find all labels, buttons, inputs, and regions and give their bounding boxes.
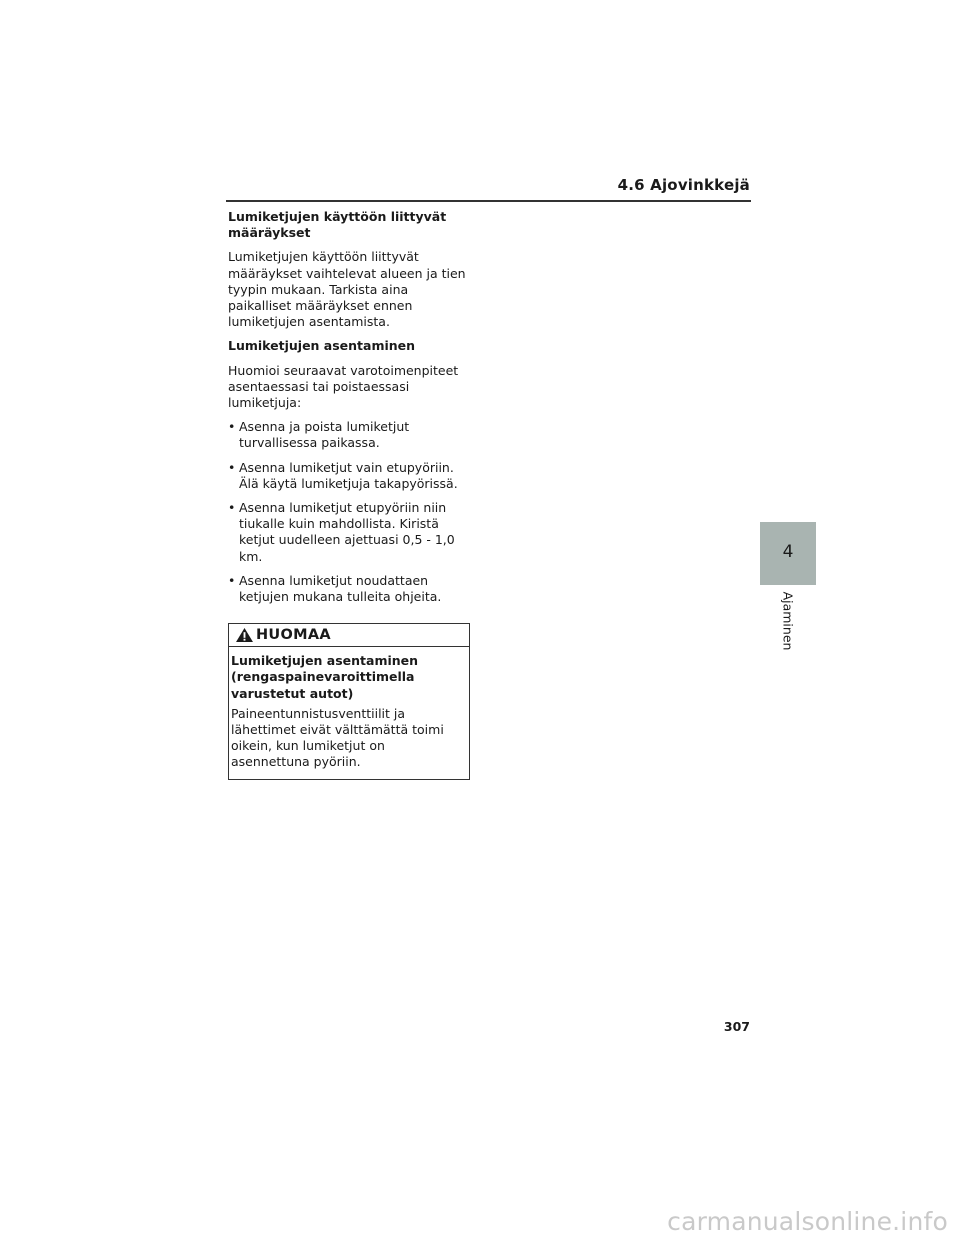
watermark: carmanualsonline.info xyxy=(667,1207,948,1236)
caution-box xyxy=(228,623,470,779)
list-item xyxy=(228,500,472,565)
chapter-label-container xyxy=(776,590,800,652)
chapter-number: 4 xyxy=(782,542,794,562)
bullet-icon: • xyxy=(228,419,236,435)
chapter-label: Ajaminen xyxy=(780,591,796,651)
bullet-icon: • xyxy=(228,572,236,588)
heading-installing-snow-chains: Lumiketjujen asentaminen xyxy=(228,338,416,354)
list-item xyxy=(228,460,472,492)
list-item-text: Asenna ja poista lumiketjut turvallisessa paikassa. xyxy=(239,419,410,451)
caution-heading: Lumiketjujen asentaminen (rengaspainevaroittimella varustetut autot) xyxy=(231,653,419,701)
list-item xyxy=(228,419,472,451)
bullet-icon: • xyxy=(228,459,236,475)
caution-text: Paineentunnistusventtiilit ja lähettimet eivät välttämättä toimi oikein, kun lumiketjut on asennettuna pyöriin. xyxy=(231,705,444,770)
section-title: 4.6 Ajovinkkejä xyxy=(617,176,750,194)
page-number: 307 xyxy=(723,1019,750,1034)
caution-label: HUOMAA xyxy=(256,627,331,644)
paragraph-precautions: Huomioi seuraavat varotoimenpiteet asentaessasi tai poistaessasi lumiketjuja: xyxy=(228,362,459,411)
precaution-list xyxy=(228,419,472,605)
list-item-text: Asenna lumiketjut etupyöriin niin tiukalle kuin mahdollista. Kiristä ketjut uudelleen ajettuasi 0,5 - 1,0 km. xyxy=(239,500,455,564)
list-item xyxy=(228,573,472,605)
list-item-text: Asenna lumiketjut noudattaen ketjujen mukana tulleita ohjeita. xyxy=(239,572,442,605)
warning-triangle-icon xyxy=(235,627,254,643)
list-item-text: Asenna lumiketjut vain etupyöriin. Älä käytä lumiketjuja takapyörissä. xyxy=(239,459,458,491)
heading-snow-chain-regulations: Lumiketjujen käyttöön liittyvät määräykset xyxy=(228,209,447,241)
caution-body xyxy=(229,647,469,778)
paragraph-regulations: Lumiketjujen käyttöön liittyvät määräykset vaihtelevat alueen ja tien tyypin mukaan. Tarkista aina paikalliset määräykset ennen lumiketjujen asentamista. xyxy=(228,249,466,330)
main-column xyxy=(228,209,472,780)
chapter-tab xyxy=(760,522,816,585)
bullet-icon: • xyxy=(228,500,236,516)
caution-header xyxy=(229,624,469,647)
header-divider xyxy=(226,200,751,202)
